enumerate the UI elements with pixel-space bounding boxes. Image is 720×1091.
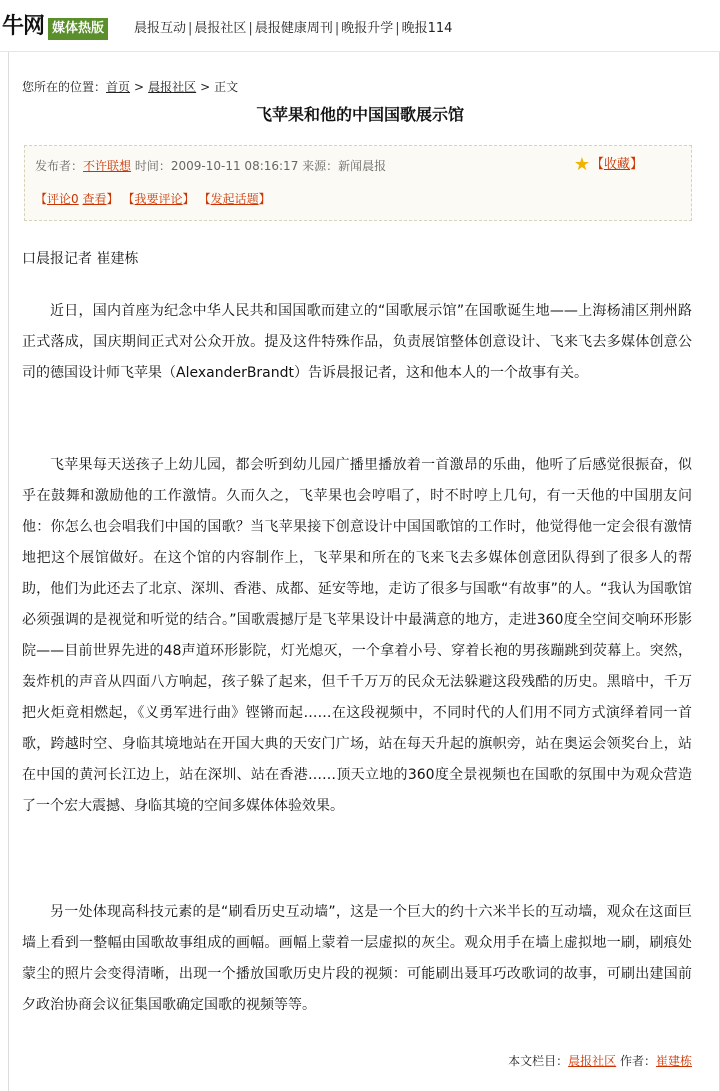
column-link[interactable]: 晨报社区 bbox=[568, 1054, 617, 1068]
write-comment-link[interactable]: 我要评论 bbox=[134, 192, 183, 206]
breadcrumb-current: 正文 bbox=[214, 80, 239, 94]
article-byline: 口晨报记者 崔建栋 bbox=[22, 251, 139, 267]
nav-item-interaction[interactable]: 晨报互动 bbox=[134, 21, 187, 36]
column-label: 本文栏目： bbox=[508, 1054, 569, 1068]
top-nav: 晨报互动 | 晨报社区 | 晨报健康周刊 | 晚报升学 | 晚报114 bbox=[134, 21, 453, 36]
site-logo[interactable]: 牛网 bbox=[2, 14, 45, 39]
publish-time: 2009-10-11 08:16:17 bbox=[170, 159, 299, 173]
view-comments-link[interactable]: 查看 bbox=[82, 192, 107, 206]
favorite-link[interactable]: 收藏 bbox=[603, 157, 630, 172]
nav-item-114[interactable]: 晚报114 bbox=[401, 21, 453, 36]
favorite-button[interactable]: ★【收藏】 bbox=[573, 154, 643, 175]
meta-line bbox=[35, 158, 386, 174]
site-badge[interactable]: 媒体热版 bbox=[48, 18, 108, 40]
source-label: 来源： bbox=[302, 159, 339, 173]
article-footer bbox=[508, 1052, 692, 1070]
article-paragraph: 飞苹果每天送孩子上幼儿园，都会听到幼儿园广播里播放着一首激昂的乐曲，他听了后感觉很振奋，似乎在鼓舞和激励他的工作激情。久而久之，飞苹果也会哼唱了，时不时哼上几句，有一天他的中国朋友问他：你怎么也会唱我们中国的国歌？当飞苹果接下创意设计中国国歌馆的工作时，他觉得他一定会很有激情地把这个展馆做好。在这个馆的内容制作上，飞苹果和所在的飞来飞去多媒体创意团队得到了很多人的帮助，他们为此还去了北京、深圳、香港、成都、延安等地，走访了很多与国歌“有故事”的人。“我认为国歌馆必须强调的是视觉和听觉的结合。”国歌震撼厅是飞苹果设计中最满意的地方，走进360度全空间交响环形影院——目前世界先进的48声道环形影院，灯光熄灭，一个拿着小号、穿着长袍的男孩蹦跳到荧幕上。突然，轰炸机的声音从四面八方响起，孩子躲了起来，但千千万万的民众无法躲避这段残酷的历史。黑暗中，千万把火炬竟相燃起，《义勇军进行曲》铿锵而起……在这段视频中，不同时代的人们用不同方式演绎着同一首歌，跨越时空、身临其境地站在开国大典的天安门广场，站在每天升起的旗帜旁，站在奥运会领奖台上，站在中国的黄河长江边上，站在深圳、站在香港……顶天立地的360度全景视频也在国歌的氛围中为观众营造了一个宏大震撼、身临其境的空间多媒体体验效果。 bbox=[22, 457, 692, 814]
publisher-label: 发布者： bbox=[35, 159, 84, 173]
nav-item-health-weekly[interactable]: 晨报健康周刊 bbox=[254, 21, 333, 36]
site-header bbox=[0, 0, 720, 52]
nav-item-community[interactable]: 晨报社区 bbox=[194, 21, 247, 36]
time-label: 时间： bbox=[134, 159, 171, 173]
author-label: 作者： bbox=[619, 1054, 656, 1068]
breadcrumb bbox=[22, 78, 238, 96]
page-title: 飞苹果和他的中国国歌展示馆 bbox=[255, 105, 464, 124]
start-topic-link[interactable]: 发起话题 bbox=[210, 192, 259, 206]
chevron-right-icon: > bbox=[134, 80, 145, 94]
author-link[interactable]: 崔建栋 bbox=[655, 1054, 692, 1068]
article-paragraph: 近日，国内首座为纪念中华人民共和国国歌而建立的“国歌展示馆”在国歌诞生地——上海杨浦区荆州路正式落成，国庆期间正式对公众开放。提及这件特殊作品，负责展馆整体创意设计、飞来飞去多媒体创意公司的德国设计师飞苹果（AlexanderBrandt）告诉晨报记者，这和他本人的一个故事有关。 bbox=[22, 303, 692, 381]
article-paragraph: 另一处体现高科技元素的是“刷看历史互动墙”，这是一个巨大的约十六米半长的互动墙，观众在这面巨墙上看到一整幅由国歌故事组成的画幅。画幅上蒙着一层虚拟的灰尘。观众用手在墙上虚拟地一刷，刷痕处蒙尘的照片会变得清晰，出现一个播放国歌历史片段的视频：可能刷出聂耳巧改歌词的故事，可刷出建国前夕政治协商会议征集国歌确定国歌的视频等等。 bbox=[22, 904, 692, 1013]
source-name: 新闻晨报 bbox=[338, 159, 387, 173]
chevron-right-icon: > bbox=[200, 80, 211, 94]
article-meta bbox=[24, 145, 692, 221]
star-icon: ★ bbox=[573, 154, 590, 175]
breadcrumb-prefix: 您所在的位置： bbox=[22, 80, 107, 94]
comment-actions: 【评论0 查看】 【我要评论】 【发起话题】 bbox=[35, 192, 271, 206]
publisher-link[interactable]: 不许联想 bbox=[83, 159, 132, 173]
nav-item-school[interactable]: 晚报升学 bbox=[341, 21, 394, 36]
breadcrumb-community[interactable]: 晨报社区 bbox=[148, 80, 197, 94]
comment-count-link[interactable]: 评论0 bbox=[47, 192, 79, 206]
breadcrumb-home[interactable]: 首页 bbox=[106, 80, 131, 94]
